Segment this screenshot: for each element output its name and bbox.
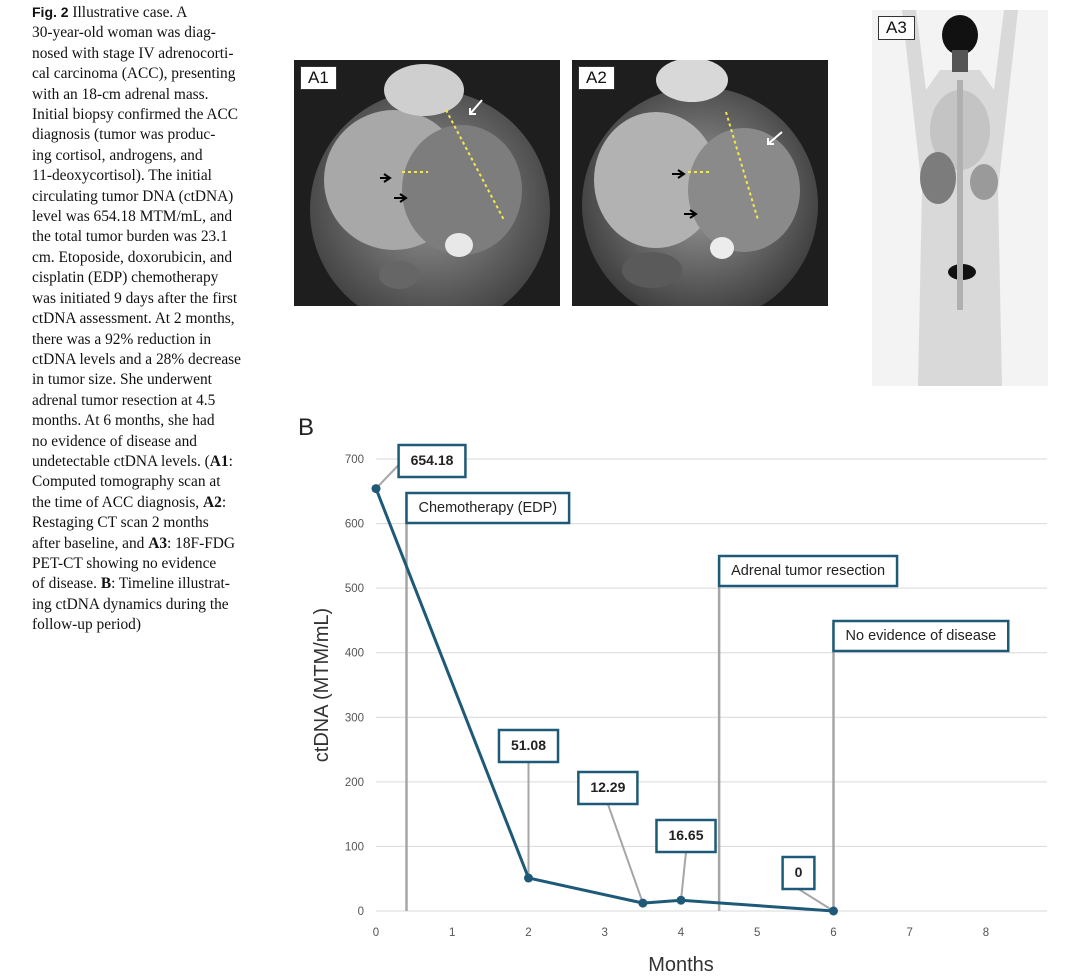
event-label: No evidence of disease [845, 628, 997, 644]
x-axis-ticks [373, 927, 989, 939]
x-tick-label: 8 [982, 927, 990, 939]
ct-scan-a1 [294, 60, 560, 306]
leader-line [681, 852, 686, 900]
y-tick-label: 400 [344, 647, 364, 660]
panel-label-a1: A1 [300, 66, 337, 90]
data-point [372, 484, 381, 493]
y-axis-ticks [345, 454, 364, 918]
data-points [372, 484, 839, 915]
figure-caption [32, 2, 272, 636]
data-label: 0 [794, 864, 803, 880]
ctdna-timeline-chart [290, 405, 1070, 979]
caption-ref-b: B [100, 575, 112, 593]
caption-text-a3: : 18F-FDG PET-CT showing no evidence of disease. [32, 534, 236, 593]
x-tick-label: 7 [906, 927, 913, 939]
ct-scan-a2-image [572, 60, 828, 306]
caption-text-a1: : Computed tomography scan at the time of ACC diagnosis, [32, 452, 233, 511]
data-point [677, 896, 686, 905]
y-tick-label: 0 [357, 906, 364, 918]
y-tick-label: 700 [344, 454, 364, 466]
y-axis-label: ctDNA (MTM/mL) [311, 607, 333, 763]
panel-label-b: B [298, 414, 315, 441]
y-tick-label: 200 [344, 776, 364, 789]
pet-ct-a3 [872, 10, 1048, 386]
x-tick-label: 1 [449, 927, 456, 939]
ct-scan-a2 [572, 60, 828, 306]
caption-lead: Illustrative case. A 30-year-old woman was diag- nosed with stage IV adrenocorti- cal carcinoma (ACC), presenting with an 18-cm adrenal mass. Initial biopsy confirmed the ACC diagnosis (tumor was produc- ing cortisol, androgens, and 11-deoxycortisol). The initial circulating tumor DNA (ctDNA) level was 654.18 MTM/mL, and the total tumor burden was 23.1 cm. Etoposide, doxorubicin, and cisplatin (EDP) chemotherapy was initiated 9 days after the first ctDNA assessment. At 2 months, there was a 92% reduction in ctDNA levels and a 28% decrease in tumor size. She underwent adrenal tumor resection at 4.5 months. At 6 months, she had no evidence of disease and undetectable ctDNA levels. ( [32, 4, 241, 470]
y-tick-label: 600 [344, 518, 364, 531]
x-axis-label: Months [648, 954, 714, 976]
data-point [524, 874, 533, 883]
caption-text-a2: : Restaging CT scan 2 months after baseline, and [32, 493, 227, 552]
data-point [829, 907, 838, 916]
leader-line [608, 804, 643, 903]
data-label: 12.29 [590, 779, 626, 795]
caption-ref-a1: A1 [209, 452, 229, 470]
y-tick-label: 100 [344, 841, 364, 854]
data-label-leaders [376, 465, 834, 911]
y-tick-label: 300 [344, 712, 364, 725]
x-tick-label: 4 [677, 927, 685, 939]
pet-ct-a3-image [872, 10, 1048, 386]
x-tick-label: 5 [754, 927, 761, 939]
event-label: Adrenal tumor resection [731, 563, 886, 579]
event-label: Chemotherapy (EDP) [418, 500, 558, 516]
caption-text-b: : Timeline illustrat- ing ctDNA dynamics during the follow-up period) [32, 575, 230, 634]
y-tick-label: 500 [344, 583, 364, 596]
caption-ref-a2: A2 [203, 493, 222, 511]
x-tick-label: 3 [601, 927, 608, 939]
x-tick-label: 0 [372, 927, 380, 939]
data-label: 654.18 [410, 452, 454, 468]
data-label: 51.08 [510, 737, 547, 753]
ctdna-series-line [376, 489, 834, 911]
figure-label: Fig. 2 [32, 4, 69, 20]
data-point [638, 899, 647, 908]
caption-ref-a3: A3 [148, 534, 168, 552]
panel-label-a3: A3 [878, 16, 915, 40]
x-tick-label: 2 [525, 927, 532, 939]
x-tick-label: 6 [830, 927, 837, 939]
data-label: 16.65 [668, 827, 704, 843]
leader-line [376, 465, 399, 489]
ct-scan-a1-image [294, 60, 560, 306]
panel-label-a2: A2 [578, 66, 615, 90]
